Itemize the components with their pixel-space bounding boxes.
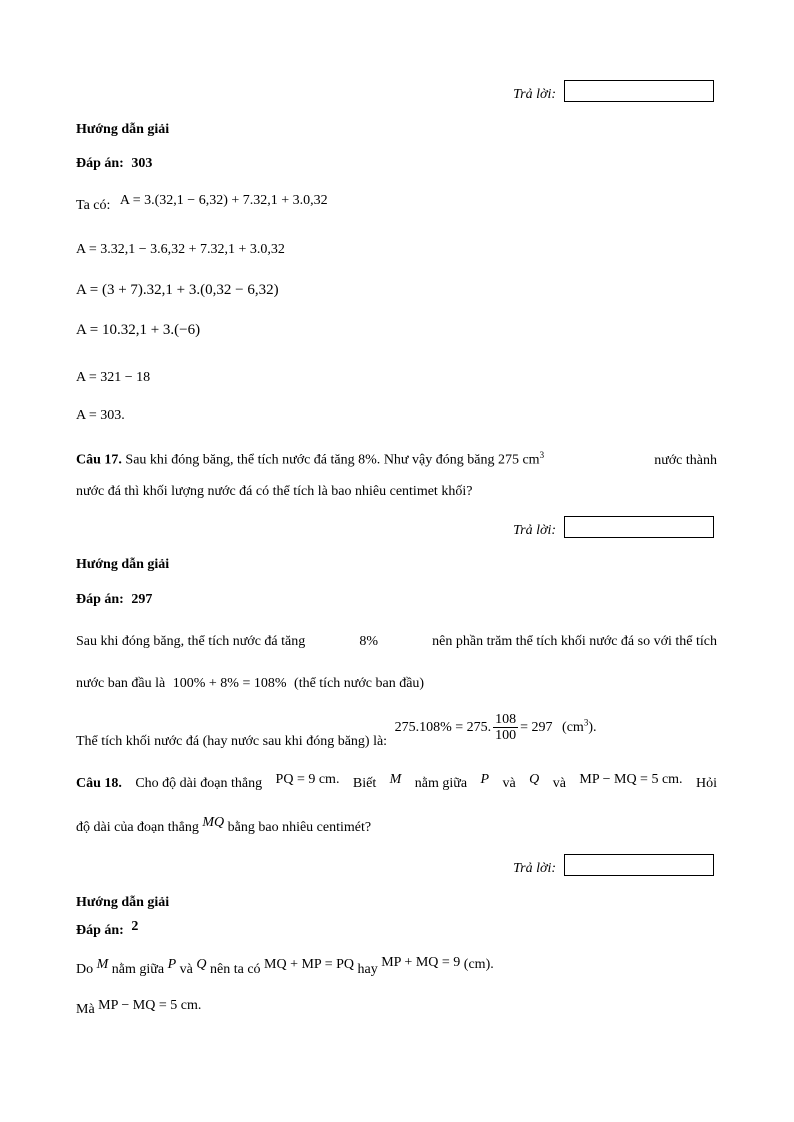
fraction (493, 712, 518, 744)
answer-prefix: Đáp án: (76, 923, 124, 938)
q17-unit-sup: 3 (583, 717, 589, 728)
q17-sol-eq: 100% + 8% = 108% (172, 676, 287, 691)
q18-m4: Q (529, 772, 540, 787)
q18-sm1: M (96, 957, 109, 972)
q17-volume: 275 cm (497, 452, 540, 468)
q18-t8: bằng bao nhiêu centimét? (227, 820, 372, 835)
solution-heading-q17: Hướng dẫn giải (76, 557, 170, 572)
fraction-numerator: 108 (495, 712, 517, 727)
q17-solution-line-2 (76, 676, 424, 692)
q17-eq-part-a: 275.108% = 275. (394, 720, 492, 736)
q17-sol-4: (thể tích nước ban đầu) (294, 676, 425, 691)
question-17-label: Câu 17. (76, 452, 122, 468)
ta-co-label: Ta có: (76, 198, 111, 213)
q18-m1: PQ = 9 cm. (275, 772, 340, 787)
answer-value-q18: 2 (131, 919, 139, 934)
answer-prefix: Đáp án: (76, 156, 124, 171)
q18-solution-line-2 (76, 998, 202, 1018)
q17-solution-line-1 (76, 634, 717, 651)
q18-solution-line-1 (76, 955, 494, 978)
answer-label: Trả lời: (513, 861, 556, 876)
q18-t1: Cho độ dài đoạn thẳng (135, 776, 263, 791)
equation-5: A = 321 − 18 (76, 370, 151, 385)
answer-line-q18 (76, 919, 139, 939)
q18-t6: Hỏi (696, 776, 717, 791)
q18-s3: và (179, 962, 193, 977)
q17-volume-sup: 3 (539, 450, 545, 460)
q18-sm7: MP − MQ = 5 cm. (98, 998, 202, 1013)
q18-sm4: MQ + MP = PQ (264, 957, 354, 972)
q18-m2: M (389, 772, 402, 787)
q18-t5: và (552, 776, 566, 791)
q17-sol-pct: 8% (359, 634, 379, 649)
q17-solution-line-3 (76, 712, 596, 750)
q18-sm2: P (167, 957, 177, 972)
answer-input-q18[interactable] (564, 854, 714, 876)
q18-t4: và (502, 776, 516, 791)
question-17-line-2: nước đá thì khối lượng nước đá có thể tích là bao nhiêu centimet khối? (76, 484, 473, 499)
q18-sm6: (cm). (463, 957, 494, 972)
equation-4: A = 10.32,1 + 3.(−6) (76, 322, 201, 338)
equation-1: A = 3.(32,1 − 6,32) + 7.32,1 + 3.0,32 (119, 193, 328, 208)
q17-text-3: nước thành (654, 452, 717, 468)
answer-row-q17 (513, 516, 714, 538)
q17-sol-2: nên phần trăm thể tích khối nước đá so với thể tích (432, 634, 717, 649)
q18-s5: hay (357, 962, 378, 977)
q17-text-1: Sau khi đóng băng, thể tích nước đá tăng (125, 452, 355, 468)
answer-value-q16: 303 (131, 156, 153, 171)
q17-unit-close: ) (588, 720, 593, 736)
q17-sol-5: Thể tích khối nước đá (hay nước sau khi đóng băng) là: (76, 734, 388, 749)
question-17-line-1 (76, 450, 717, 469)
q18-sm5: MP + MQ = 9 (381, 955, 461, 970)
answer-input-q16[interactable] (564, 80, 714, 102)
q18-m3: P (480, 772, 490, 787)
q17-text-2: Như vậy đóng băng (383, 452, 495, 468)
answer-row-q18 (513, 854, 714, 876)
answer-line-q17 (76, 592, 152, 608)
question-18-line-2 (76, 815, 372, 836)
q17-sol-equation: 275.108% = 275. $\frac{108}{100}$ = 297 $(cm^3)$. (394, 712, 597, 744)
question-18-line-1 (76, 772, 717, 793)
answer-line-q16 (76, 156, 152, 172)
solution-heading-q18: Hướng dẫn giải (76, 895, 170, 910)
q18-t3: nằm giữa (414, 776, 468, 791)
answer-input-q17[interactable] (564, 516, 714, 538)
equation-6: A = 303. (76, 408, 125, 423)
answer-label: Trả lời: (513, 523, 556, 538)
q18-s1: Do (76, 962, 94, 977)
fraction-denominator: 100 (495, 728, 517, 744)
solution-line-1 (76, 193, 328, 214)
equation-3: A = (3 + 7).32,1 + 3.(0,32 − 6,32) (76, 282, 279, 298)
answer-value-q17: 297 (131, 592, 153, 607)
q18-t2: Biết (352, 776, 377, 791)
answer-row-q16 (513, 80, 714, 102)
q18-s2: nằm giữa (111, 962, 165, 977)
answer-label: Trả lời: (513, 87, 556, 102)
q18-t7: độ dài của đoạn thẳng (76, 820, 199, 835)
equation-2: A = 3.32,1 − 3.6,32 + 7.32,1 + 3.0,32 (76, 242, 285, 257)
q17-unit: (cm (562, 720, 584, 736)
q17-pct: 8%. (358, 452, 381, 468)
answer-prefix: Đáp án: (76, 592, 124, 607)
q18-m5: MP − MQ = 5 cm. (579, 772, 683, 787)
q17-eq-part-b: = 297 (520, 720, 553, 736)
q17-sol-3: nước ban đầu là (76, 676, 166, 691)
q18-s6: Mà (76, 1002, 95, 1017)
solution-heading-q16: Hướng dẫn giải (76, 122, 170, 137)
q18-m6: MQ (202, 815, 225, 830)
q17-sol-1: Sau khi đóng băng, thể tích nước đá tăng (76, 634, 306, 649)
q18-sm3: Q (196, 957, 207, 972)
question-18-label: Câu 18. (76, 776, 122, 791)
q18-s4: nên ta có (210, 962, 261, 977)
